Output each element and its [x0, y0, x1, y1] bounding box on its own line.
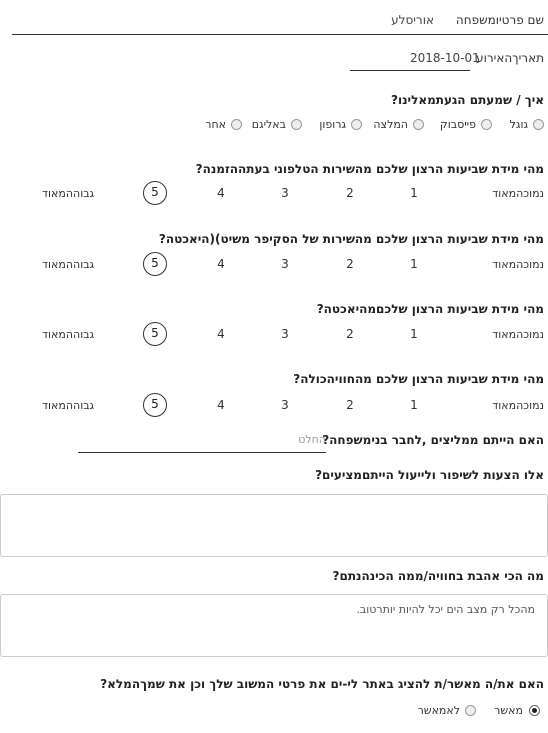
scale-option-2[interactable]: 2 [346, 257, 354, 271]
radio-groupon[interactable] [351, 119, 362, 130]
radio-approve[interactable] [529, 705, 540, 716]
scale-high-label: גבוההמאוד [42, 258, 95, 271]
scale-option-2[interactable]: 2 [346, 327, 354, 341]
scale-option-5-selected[interactable]: 5 [143, 252, 167, 276]
rating-scale-3 [0, 322, 548, 348]
scale-high-label: גבוההמאוד [42, 328, 95, 341]
recommend-placeholder: החלט [298, 433, 326, 446]
scale-option-1[interactable]: 1 [410, 186, 418, 200]
scale-option-5-selected[interactable]: 5 [143, 322, 167, 346]
loved-question: מה הכי אהבת בחוויה/ממה הכינהנתם? [332, 569, 544, 583]
scale-option-2[interactable]: 2 [346, 398, 354, 412]
scale-question-4: מהי מידת שביעות הרצון שלכם מהחוויהכולה? [293, 372, 544, 386]
rating-scale-4 [0, 393, 548, 419]
recommend-question: האם הייתם ממליצים ,לחבר בנימשפחה? [322, 433, 544, 447]
date-value: 2018-10-01 [410, 51, 480, 65]
name-value: אוריסלע [391, 13, 434, 27]
radio-other[interactable] [231, 119, 242, 130]
date-label: תאריךהאירוע [476, 51, 544, 65]
recommend-select[interactable] [78, 430, 326, 453]
scale-option-4[interactable]: 4 [217, 398, 225, 412]
option-disapprove: לאמאשר [417, 704, 460, 717]
option-recommendation: המלצה [373, 118, 408, 131]
scale-option-1[interactable]: 1 [410, 398, 418, 412]
loved-textarea[interactable] [0, 594, 548, 657]
scale-question-2: מהי מידת שביעות הרצון שלכם מהשירות של הסקיפר משיט)(היאכטה? [158, 232, 544, 246]
option-facebook: פייסבוק [439, 118, 476, 131]
improve-textarea[interactable] [0, 494, 548, 557]
radio-recommendation[interactable] [413, 119, 424, 130]
scale-option-2[interactable]: 2 [346, 186, 354, 200]
radio-disapprove[interactable] [465, 705, 476, 716]
scale-option-5-selected[interactable]: 5 [143, 393, 167, 417]
date-input[interactable] [350, 70, 470, 71]
scale-option-1[interactable]: 1 [410, 327, 418, 341]
scale-option-4[interactable]: 4 [217, 186, 225, 200]
name-input[interactable] [12, 34, 548, 35]
scale-option-4[interactable]: 4 [217, 327, 225, 341]
scale-low-label: נמוכהמאוד [492, 328, 544, 341]
scale-question-1: מהי מידת שביעות הרצון שלכם מהשירות הטלפוני בעתההזמנה? [195, 162, 544, 176]
improve-question: אלו הצעות לשיפור ולייעול הייתםמציעים? [315, 468, 544, 482]
scale-low-label: נמוכהמאוד [492, 187, 544, 200]
source-options [0, 118, 548, 134]
scale-option-3[interactable]: 3 [281, 257, 289, 271]
scale-low-label: נמוכהמאוד [492, 258, 544, 271]
scale-option-3[interactable]: 3 [281, 186, 289, 200]
scale-option-3[interactable]: 3 [281, 398, 289, 412]
option-approve: מאשר [494, 704, 523, 717]
source-question: איך / שמעתם הגעתמאלינו? [391, 93, 544, 107]
scale-low-label: נמוכהמאוד [492, 399, 544, 412]
consent-question: האם את/ה מאשר/ת להציג באתר לי-ים את פרטי המשוב שלך וכן את שמךהמלא? [100, 677, 544, 691]
radio-google[interactable] [533, 119, 544, 130]
scale-high-label: גבוההמאוד [42, 187, 95, 200]
radio-baligam[interactable] [291, 119, 302, 130]
radio-facebook[interactable] [481, 119, 492, 130]
option-groupon: גרופון [319, 118, 346, 131]
loved-value: מהכל רק מצב הים יכל להיות יותרטוב. [356, 603, 535, 616]
option-other: אחר [205, 118, 226, 131]
rating-scale-2 [0, 252, 548, 278]
consent-options [0, 704, 548, 720]
option-google: גוגל [509, 118, 528, 131]
scale-question-3: מהי מידת שביעות הרצון שלכםמהיאכטה? [316, 302, 544, 316]
scale-high-label: גבוההמאוד [42, 399, 95, 412]
name-label: שם פרטיומשפחה [455, 13, 544, 27]
scale-option-1[interactable]: 1 [410, 257, 418, 271]
scale-option-5-selected[interactable]: 5 [143, 181, 167, 205]
scale-option-4[interactable]: 4 [217, 257, 225, 271]
scale-option-3[interactable]: 3 [281, 327, 289, 341]
option-baligam: באליגם [251, 118, 286, 131]
rating-scale-1 [0, 181, 548, 207]
